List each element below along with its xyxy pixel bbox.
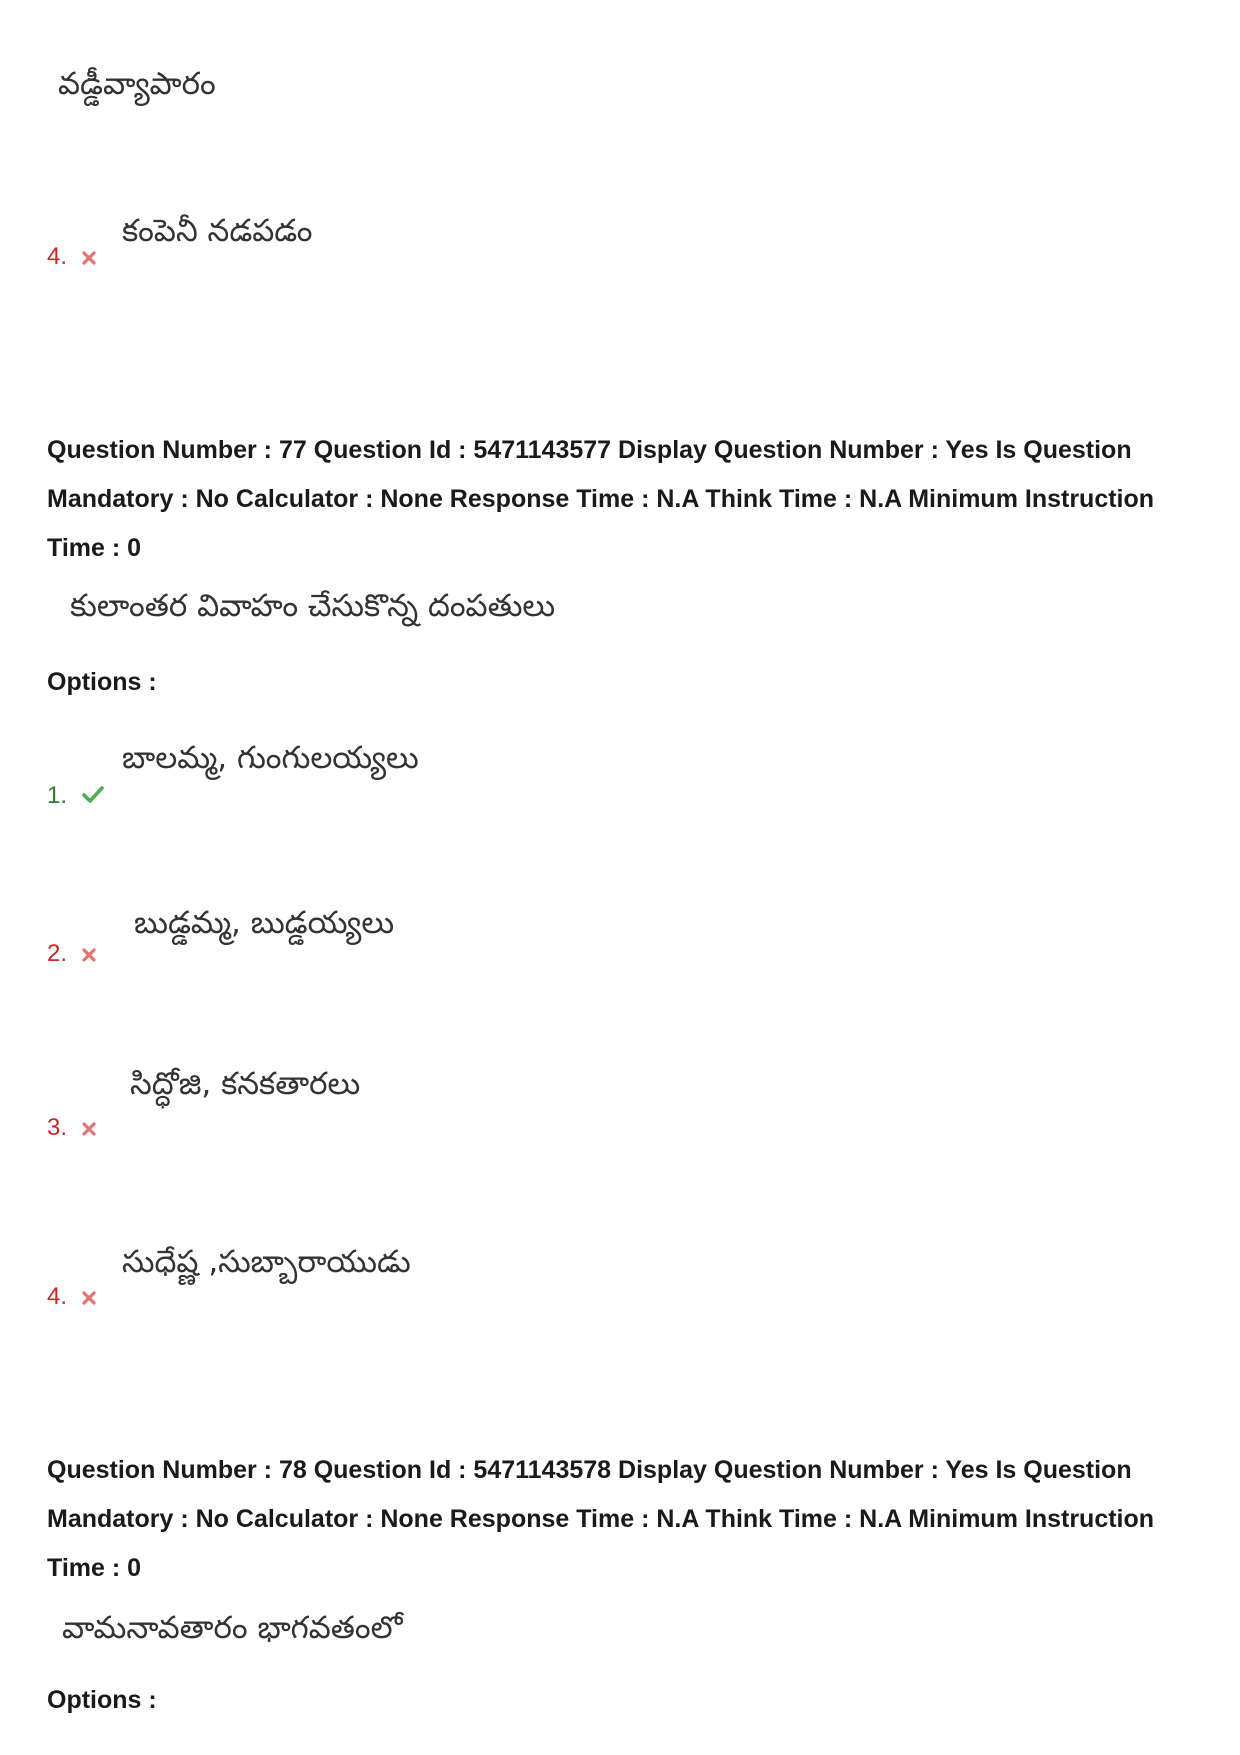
question-77-option-3-text: సిద్ధోజి, కనకతారలు: [130, 1066, 361, 1102]
question-78-options-label: Options :: [47, 1686, 157, 1714]
cross-mark-icon: [82, 941, 96, 969]
cross-mark-icon: [82, 1284, 96, 1312]
question-77-option-4-text: సుధేష్ణ ,సుబ్బారాయుడు: [122, 1244, 411, 1280]
question-77-option-1-text: బాలమ్మ, గుంగులయ్యలు: [122, 740, 419, 776]
previous-option-3-text: వడ్డీవ్యాపారం: [58, 66, 216, 102]
question-77-stem: కులాంతర వివాహం చేసుకొన్న దంపతులు: [70, 588, 556, 624]
option-number: 1.: [47, 782, 68, 809]
question-78-stem: వామనావతారం భాగవతంలో: [62, 1610, 403, 1646]
question-78-meta: Question Number : 78 Question Id : 5471143578 Display Question Number : Yes Is Question Mandatory : No Calculator : None Response Time : N.A Think Time : N.A Minimum Instruction Time : 0: [47, 1456, 1155, 1582]
question-77-option-1-number: [47, 782, 104, 811]
option-number: 3.: [47, 1114, 68, 1141]
previous-option-4-number: [47, 243, 96, 272]
previous-option-4-text: కంపెనీ నడపడం: [122, 213, 313, 249]
question-77-option-2-text: బుడ్డమ్మ, బుడ్డయ్యలు: [134, 905, 395, 941]
cross-mark-icon: [82, 1115, 96, 1143]
option-number: 2.: [47, 940, 68, 967]
check-mark-icon: [82, 783, 104, 811]
cross-mark-icon: [82, 244, 96, 272]
option-number: 4.: [47, 1283, 68, 1310]
question-77-options-label: Options :: [47, 668, 157, 696]
question-77-option-2-number: [47, 940, 96, 969]
question-77-option-3-number: [47, 1114, 96, 1143]
question-77-option-4-number: [47, 1283, 96, 1312]
question-77-meta: Question Number : 77 Question Id : 5471143577 Display Question Number : Yes Is Question Mandatory : No Calculator : None Response Time : N.A Think Time : N.A Minimum Instruction Time : 0: [47, 436, 1155, 562]
option-number: 4.: [47, 243, 68, 270]
